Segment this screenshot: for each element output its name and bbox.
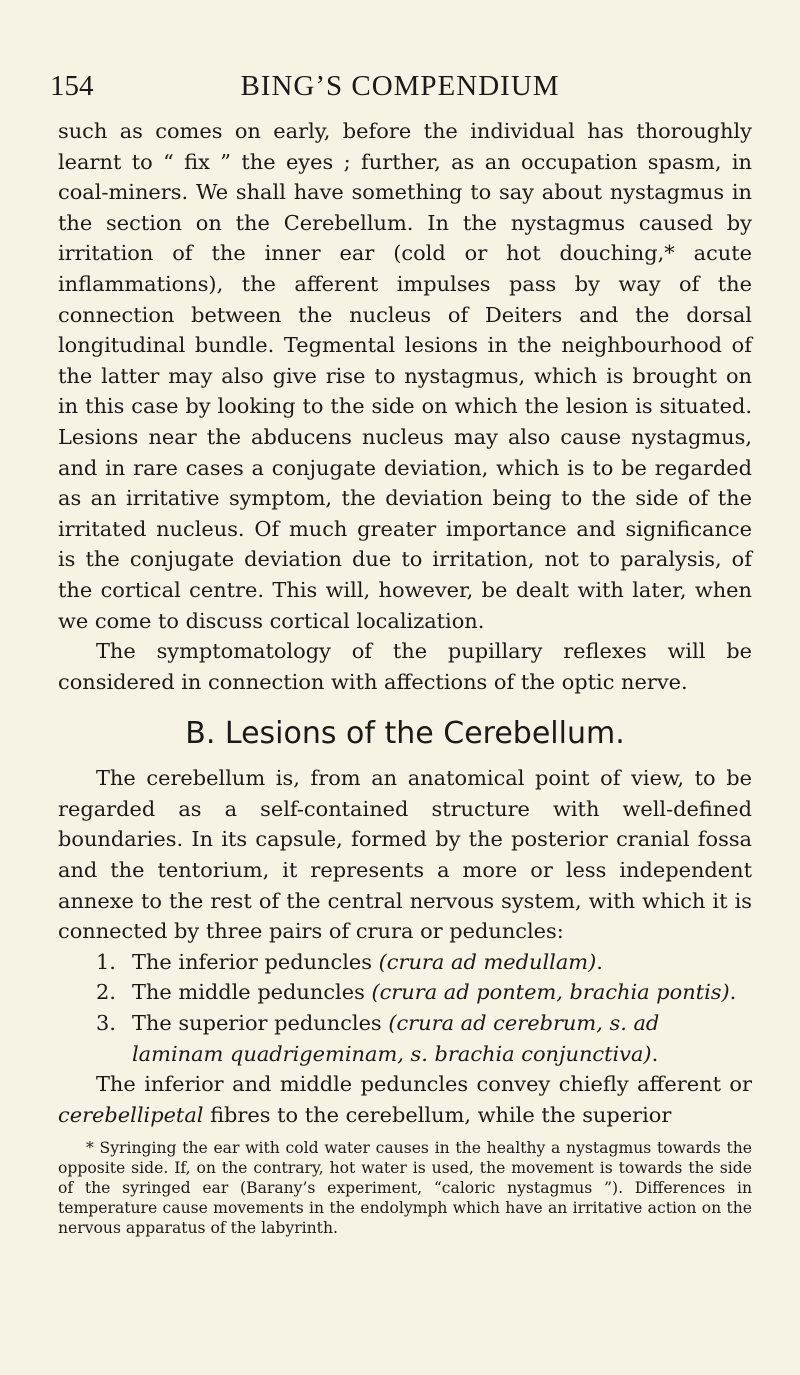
list-item-end: . (596, 949, 603, 974)
list-item (58, 977, 752, 1008)
list-item-text: The inferior peduncles (132, 949, 379, 974)
paragraph-text-end: fibres to the cerebellum, while the superior (203, 1102, 672, 1127)
paragraph-pupillary-reflexes: The symptomatology of the pupillary reflexes will be considered in connection with affections of the optic nerve. (58, 639, 752, 694)
list-item-end: . (651, 1041, 659, 1066)
list-item-text: The middle peduncles (132, 980, 372, 1005)
page-number: 154 (50, 70, 94, 102)
list-item (58, 1008, 752, 1069)
running-header (50, 70, 750, 110)
running-title: BING’S COMPENDIUM (240, 70, 560, 102)
list-item (58, 947, 752, 978)
list-item-number: 3. (96, 1011, 116, 1036)
list-item-text: The superior peduncles (132, 1011, 389, 1036)
footnote-text: * Syringing the ear with cold water causes in the healthy a nystagmus towards the opposite side. If, on the contrary, hot water is used, the movement is towards the side of the syringed ear (Barany’s experiment, “caloric nystagmus ”). Differences in temperature cause movements in the endolymph which have an irritative action on the nervous apparatus of the labyrinth. (58, 1139, 752, 1238)
footnote (58, 1138, 752, 1238)
list-item-number: 1. (96, 949, 116, 974)
italic-term: cerebellipetal (58, 1102, 204, 1127)
peduncles-list (58, 947, 752, 1069)
paragraph-nystagmus: such as comes on early, before the individual has thoroughly learnt to “ fix ” the eyes ; further, as an occupation spasm, in coal-miners. We shall have something to say about nystagmus in the section on the Cerebellum. In the nystagmus caused by irritation of the inner ear (cold or hot douching,* acute inflammations), the afferent impulses pass by way of the connection between the nucleus of Deiters and the dorsal longitudinal bundle. Tegmental lesions in the neighbourhood of the latter may also give rise to nystagmus, which is brought on in this case by looking to the side on which the lesion is situated. Lesions near the abducens nucleus may also cause nystagmus, and in rare cases a conjugate deviation, which is to be regarded as an irritative symptom, the deviation being to the side of the irritated nucleus. Of much greater importance and significance is the conjugate deviation due to irritation, not to paralysis, of the cortical centre. This will, however, be dealt with later, when we come to discuss cortical localization. (58, 119, 752, 633)
list-item-latin: (crura ad cerebrum, s. ad laminam quadrigeminam, s. brachia conjunctiva) (132, 1011, 660, 1066)
paragraph-cerebellum-intro: The cerebellum is, from an anatomical point of view, to be regarded as a self-contained structure with well-defined boundaries. In its capsule, formed by the posterior cranial fossa and the tentorium, it represents a more or less independent annexe to the rest of the central nervous system, with which it is connected by three pairs of crura or peduncles: (58, 766, 752, 944)
list-item-end: . (729, 980, 737, 1005)
paragraph-peduncles-function (58, 1069, 752, 1130)
list-item-latin: (crura ad medullam) (378, 949, 597, 974)
paragraph-text: The inferior and middle peduncles convey chiefly afferent or (96, 1072, 752, 1097)
section-heading: B. Lesions of the Cerebellum. (185, 716, 625, 752)
list-item-number: 2. (96, 980, 116, 1005)
list-item-latin: (crura ad pontem, brachia pontis) (371, 980, 730, 1005)
page-body (58, 116, 752, 1238)
